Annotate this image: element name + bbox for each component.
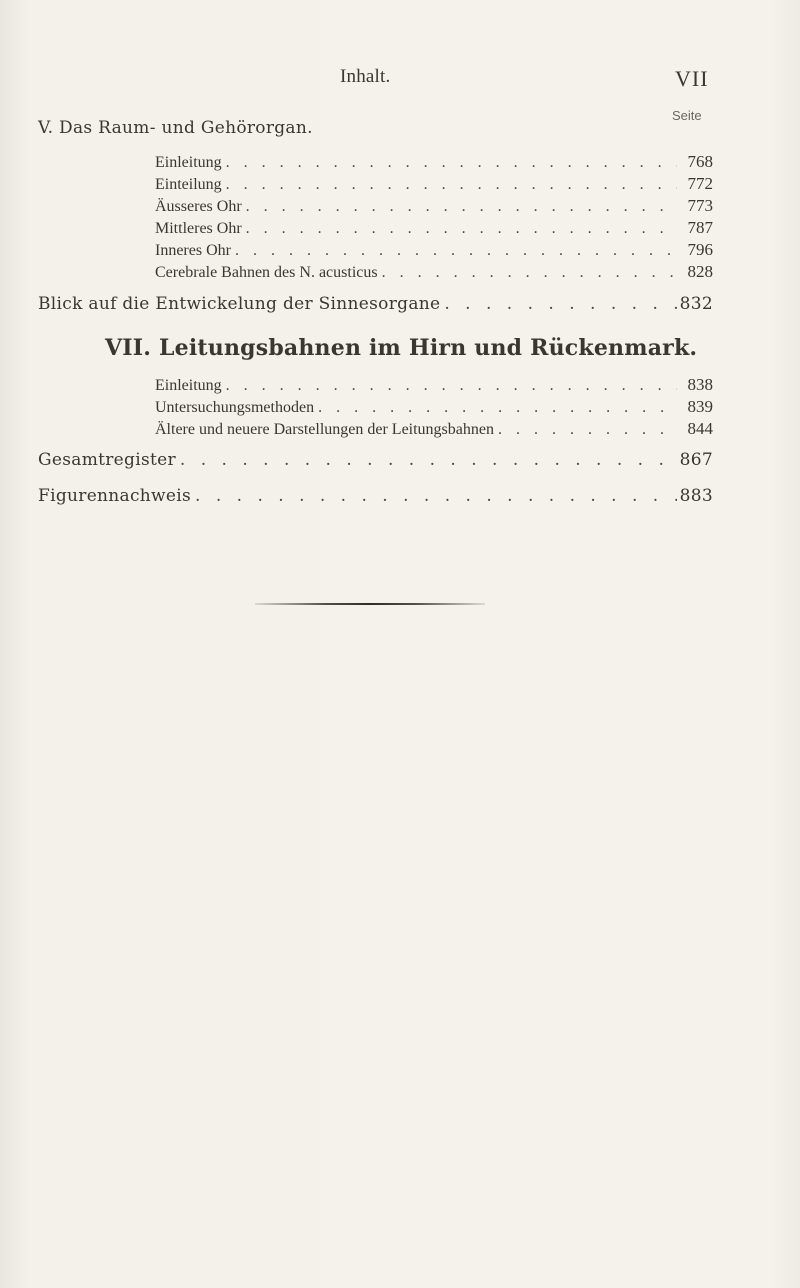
- page-folio: VII: [675, 66, 709, 91]
- toc-entry-page: 828: [687, 262, 713, 281]
- toc-entry[interactable]: [155, 240, 713, 262]
- running-head: [0, 62, 800, 92]
- toc-entry[interactable]: [155, 152, 713, 174]
- toc-entry-label: Äusseres Ohr: [155, 198, 242, 215]
- dot-leader: [382, 264, 677, 282]
- toc-entry-page: 772: [687, 174, 713, 193]
- section-heading-v: V. Das Raum- und Gehörorgan.: [38, 118, 313, 138]
- toc-entry-page: 832: [679, 294, 713, 314]
- toc-entry-page: 867: [679, 450, 713, 470]
- toc-entry-page: 768: [687, 152, 713, 171]
- toc-entry-page: 838: [687, 375, 713, 394]
- toc-entry-label: Inneres Ohr: [155, 242, 231, 259]
- toc-entry[interactable]: [155, 174, 713, 196]
- toc-entry-page: 796: [687, 240, 713, 259]
- toc-entry-page: 839: [687, 397, 713, 416]
- page-column-heading: Seite: [672, 108, 702, 123]
- decorative-rule: [255, 603, 485, 605]
- dot-leader: [318, 399, 677, 417]
- toc-entry[interactable]: [155, 419, 713, 441]
- toc-entry-page: 787: [687, 218, 713, 237]
- dot-leader: [235, 242, 677, 260]
- dot-leader: [180, 450, 677, 470]
- toc-entry[interactable]: [155, 375, 713, 397]
- toc-entry-label: Figurennachweis: [38, 486, 192, 506]
- toc-entry-label: Gesamtregister: [38, 450, 176, 470]
- dot-leader: [498, 421, 677, 439]
- toc-entry-gesamtregister[interactable]: [38, 450, 713, 472]
- toc-entry-page: 773: [687, 196, 713, 215]
- toc-entry-label: Blick auf die Entwickelung der Sinnesorgane: [38, 294, 441, 314]
- toc-entry-label: Einteilung: [155, 176, 222, 193]
- running-title: Inhalt.: [340, 66, 391, 87]
- toc-entry-label: Untersuchungsmethoden: [155, 399, 315, 416]
- toc-entry[interactable]: [155, 196, 713, 218]
- toc-entry[interactable]: [155, 262, 713, 284]
- toc-entry[interactable]: [155, 397, 713, 419]
- dot-leader: [195, 486, 677, 506]
- toc-entry-page: 844: [687, 419, 713, 438]
- dot-leader: [246, 220, 677, 238]
- dot-leader: [226, 377, 677, 395]
- toc-entry-label: Ältere und neuere Darstellungen der Leitungsbahnen: [155, 421, 494, 438]
- toc-entry-label: Einleitung: [155, 377, 222, 394]
- toc-entry[interactable]: [155, 218, 713, 240]
- toc-entry-label: Cerebrale Bahnen des N. acusticus: [155, 264, 378, 281]
- toc-entry-blick[interactable]: [38, 294, 713, 316]
- dot-leader: [226, 176, 677, 194]
- dot-leader: [226, 154, 677, 172]
- toc-entry-label: Mittleres Ohr: [155, 220, 242, 237]
- dot-leader: [444, 294, 677, 314]
- toc-entry-page: 883: [679, 486, 713, 506]
- section-heading-vii: VII. Leitungsbahnen im Hirn und Rückenmark.: [105, 335, 698, 361]
- toc-entry-figurennachweis[interactable]: [38, 486, 713, 508]
- dot-leader: [246, 198, 677, 216]
- toc-entry-label: Einleitung: [155, 154, 222, 171]
